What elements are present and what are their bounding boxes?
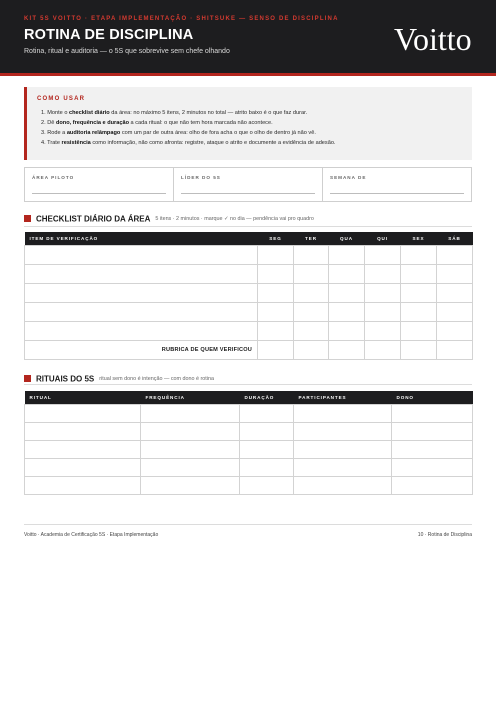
howto-item: 3. Rode a auditoria relâmpago com um par de outra área: olho de fora acha o que o olho de dentro já não vê. xyxy=(41,130,316,136)
col-ritual: RITUAL xyxy=(25,391,141,404)
howto-title: COMO USAR xyxy=(37,96,86,102)
area-piloto-label: ÁREA PILOTO xyxy=(32,175,75,180)
section-marker xyxy=(24,375,31,382)
rubrica-label: RUBRICA DE QUEM VERIFICOU xyxy=(25,340,258,359)
page-title: ROTINA DE DISCIPLINA xyxy=(24,27,194,43)
footer-left: Voitto · Academia de Certificação 5S · Etapa Implementação xyxy=(24,532,159,538)
table-header-row xyxy=(25,391,473,404)
lider-label: LÍDER DO 5S xyxy=(181,175,221,180)
table-header-row xyxy=(25,232,473,245)
table-row[interactable] xyxy=(25,245,473,264)
footer-page: 10 · Rotina de Disciplina xyxy=(417,532,472,538)
rituais-note: ritual sem dono é intenção — com dono é rotina xyxy=(99,375,215,382)
col-qui: QUI xyxy=(365,232,401,245)
footer-divider xyxy=(24,524,472,525)
rituais-title: RITUAIS DO 5S xyxy=(36,374,95,384)
table-row[interactable] xyxy=(25,422,473,440)
header-kicker: KIT 5S VOITTO · ETAPA IMPLEMENTAÇÃO · SHITSUKE — SENSO DE DISCIPLINA xyxy=(24,16,339,22)
area-piloto-line xyxy=(32,193,166,194)
col-participantes: PARTICIPANTES xyxy=(294,391,392,404)
area-piloto-field[interactable] xyxy=(25,168,174,201)
section-divider xyxy=(24,226,472,227)
table-row[interactable] xyxy=(25,440,473,458)
howto-box xyxy=(24,87,472,160)
lider-line xyxy=(181,193,315,194)
logo-text: Voitto xyxy=(394,21,472,57)
table-row[interactable] xyxy=(25,302,473,321)
checklist-table xyxy=(24,232,473,360)
col-item: ITEM DE VERIFICAÇÃO xyxy=(25,232,258,245)
semana-line xyxy=(330,193,464,194)
howto-item: 4. Trate resistência como informação, não como afronta: registre, ataque o atrito e documente a evidência de adesão. xyxy=(41,140,336,146)
header xyxy=(0,0,496,73)
page-subtitle: Rotina, ritual e auditoria — o 5S que sobrevive sem chefe olhando xyxy=(24,48,230,55)
col-sab: SÁB xyxy=(437,232,473,245)
semana-label: SEMANA DE xyxy=(330,175,367,180)
section-marker xyxy=(24,215,31,222)
section-divider xyxy=(24,384,472,385)
col-seg: SEG xyxy=(258,232,294,245)
col-ter: TER xyxy=(294,232,329,245)
howto-item: 1. Monte o checklist diário da área: no máximo 5 itens, 2 minutos no total — atrito baixo é o que faz durar. xyxy=(41,110,308,116)
col-dono: DONO xyxy=(392,391,473,404)
table-row[interactable] xyxy=(25,476,473,494)
table-row[interactable] xyxy=(25,458,473,476)
lider-field[interactable] xyxy=(174,168,323,201)
col-duracao: DURAÇÃO xyxy=(240,391,294,404)
howto-list xyxy=(41,108,335,148)
rituais-table xyxy=(24,391,473,495)
table-row[interactable] xyxy=(25,321,473,340)
info-fields xyxy=(24,167,472,202)
checklist-title: CHECKLIST DIÁRIO DA ÁREA xyxy=(36,214,151,224)
header-accent-bar xyxy=(0,73,496,76)
table-row[interactable] xyxy=(25,404,473,422)
col-qua: QUA xyxy=(329,232,365,245)
rubrica-row[interactable] xyxy=(25,340,473,359)
col-sex: SEX xyxy=(401,232,437,245)
checklist-note: 5 itens · 2 minutos · marque ✓ no dia — pendência vai pro quadro xyxy=(155,215,314,222)
col-frequencia: FREQUÊNCIA xyxy=(141,391,240,404)
voitto-logo xyxy=(392,16,474,60)
table-row[interactable] xyxy=(25,283,473,302)
howto-item: 2. Dê dono, frequência e duração a cada ritual: o que não tem hora marcada não acontece. xyxy=(41,120,273,126)
semana-field[interactable] xyxy=(323,168,471,201)
table-row[interactable] xyxy=(25,264,473,283)
rituais-heading xyxy=(24,370,214,388)
